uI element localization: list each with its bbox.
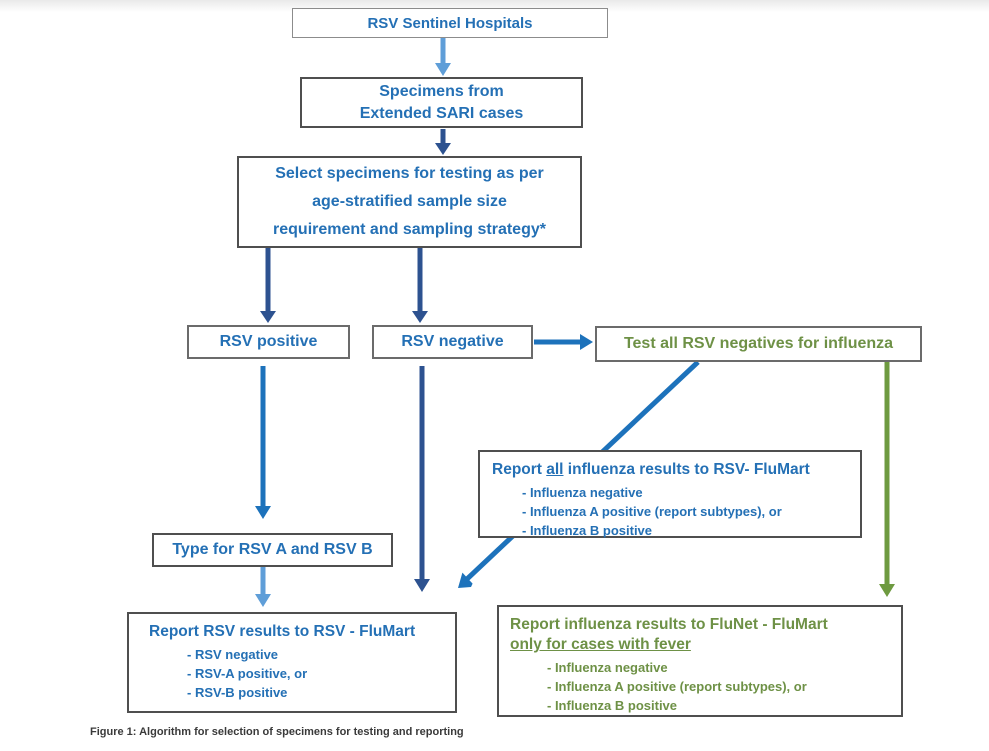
node-rsv-sentinel-hospitals — [292, 8, 608, 38]
node-label-line2: Extended SARI cases — [359, 104, 524, 122]
node-label-line2: age-stratified sample size — [312, 193, 507, 210]
node-type-for-rsv-a-b — [152, 533, 393, 567]
bullet-item: - RSV negative — [187, 647, 279, 662]
bullet-item: - Influenza B positive — [547, 698, 678, 713]
bullet-item: - Influenza A positive (report subtypes), or — [522, 504, 782, 519]
node-test-all-rsv-negatives — [595, 326, 922, 362]
bullet-item: - Influenza A positive (report subtypes), or — [547, 679, 807, 694]
arrow-select-to-rsv-positive — [260, 248, 276, 323]
node-title — [492, 460, 860, 480]
node-title-line1: Report influenza results to FluNet - FluMart — [510, 616, 828, 633]
arrow-select-to-rsv-negative — [412, 248, 428, 323]
arrow-sentinel-to-specimens — [435, 38, 451, 76]
node-title-line2: only for cases with fever — [510, 636, 691, 653]
node-specimens-extended-sari — [300, 77, 583, 128]
node-title: Report RSV results to RSV - FluMart — [149, 623, 416, 640]
node-select-specimens — [237, 156, 582, 248]
title-underlined: all — [546, 461, 564, 478]
bullet-item: - RSV-A positive, or — [187, 666, 308, 681]
bullet-item: - Influenza negative — [547, 660, 668, 675]
node-label: RSV Sentinel Hospitals — [367, 14, 533, 32]
title-pre: Report — [492, 461, 547, 478]
node-label-line3: requirement and sampling strategy* — [273, 221, 546, 238]
node-report-rsv-results — [127, 612, 457, 713]
node-report-influenza-flunet — [497, 605, 903, 717]
node-rsv-negative — [372, 325, 533, 359]
bullet-item: - RSV-B positive — [187, 685, 288, 700]
bullet-item: - Influenza B positive — [522, 523, 653, 538]
bullet-item: - Influenza negative — [522, 485, 643, 500]
arrow-specimens-to-select — [435, 129, 451, 155]
node-report-all-influenza — [478, 450, 862, 538]
arrow-rsv-positive-to-type — [255, 366, 271, 519]
title-post: influenza results to RSV- FluMart — [563, 461, 810, 478]
figure-caption: Figure 1: Algorithm for selection of specimens for testing and reporting — [90, 726, 464, 738]
node-label-line1: Specimens from — [379, 82, 504, 100]
arrow-test-all-to-flunet — [879, 362, 895, 597]
arrow-type-to-report-rsv — [255, 567, 271, 607]
bullet-list — [522, 483, 860, 540]
node-label: Type for RSV A and RSV B — [172, 541, 373, 558]
node-label-line1: Select specimens for testing as per — [275, 165, 544, 182]
arrow-rsv-negative-to-report-rsv — [414, 366, 430, 592]
node-label: Test all RSV negatives for influenza — [623, 335, 894, 352]
node-rsv-positive — [187, 325, 350, 359]
node-label: RSV positive — [219, 333, 318, 350]
arrow-rsv-negative-to-test-all — [534, 334, 593, 350]
bullet-list — [547, 658, 901, 715]
node-label: RSV negative — [401, 333, 504, 350]
bullet-list — [187, 645, 455, 702]
